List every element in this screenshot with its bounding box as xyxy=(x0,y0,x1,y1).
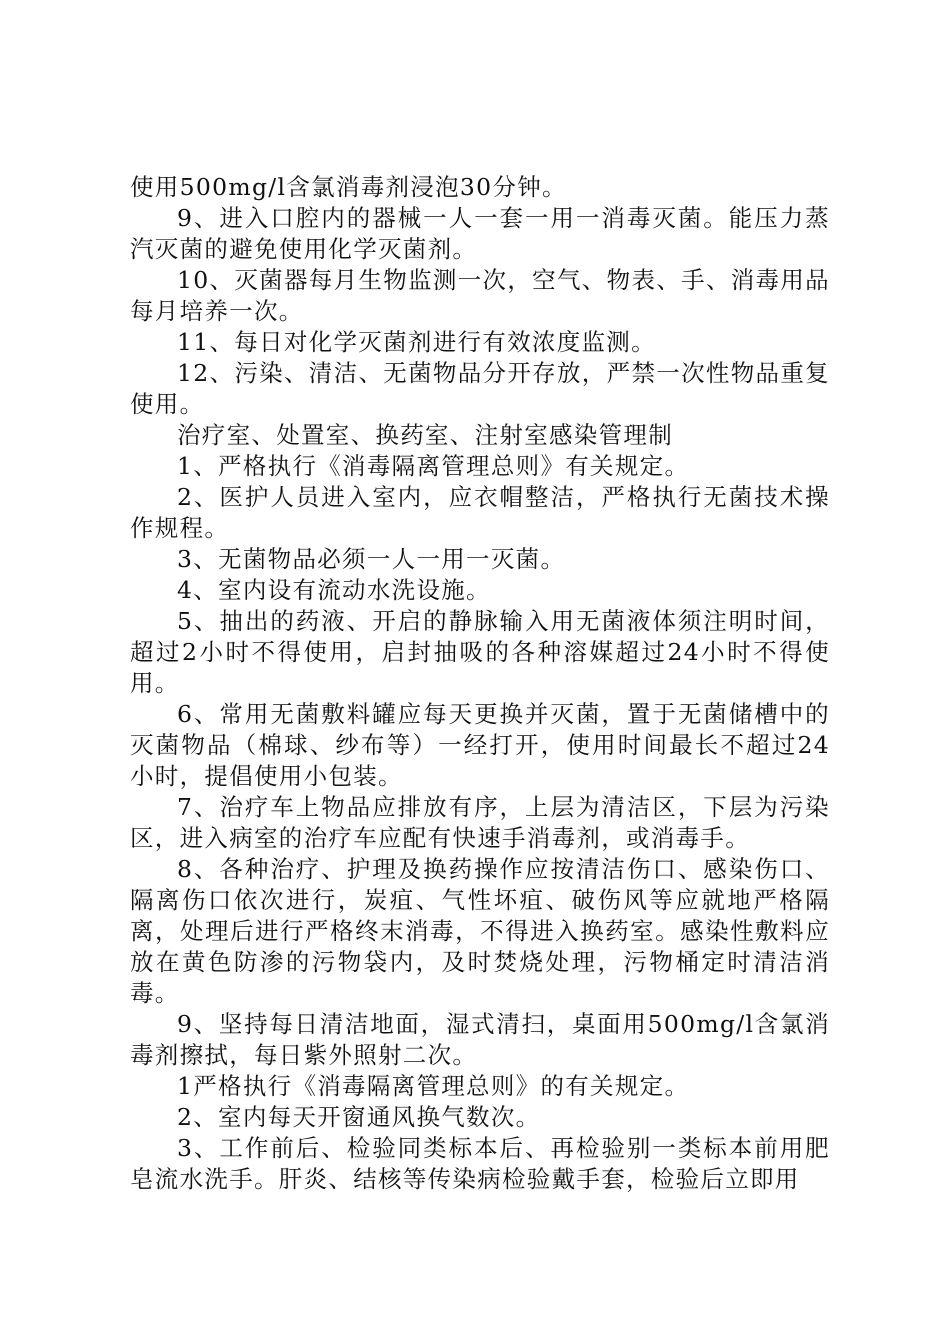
paragraph-14: 9、坚持每日清洁地面，湿式清扫，桌面用500mg/l含氯消毒剂擦拭，每日紫外照射二次。 xyxy=(130,1010,830,1069)
paragraph-1: 9、进入口腔内的器械一人一套一用一消毒灭菌。能压力蒸汽灭菌的避免使用化学灭菌剂。 xyxy=(130,204,830,263)
paragraph-17: 3、工作前后、检验同类标本后、再检验别一类标本前用肥皂流水洗手。肝炎、结核等传染病检验戴手套，检验后立即用 xyxy=(130,1134,830,1193)
paragraph-13: 8、各种治疗、护理及换药操作应按清洁伤口、感染伤口、隔离伤口依次进行，炭疽、气性坏疽、破伤风等应就地严格隔离，处理后进行严格终末消毒，不得进入换药室。感染性敷料应放在黄色防渗的污物袋内，及时焚烧处理，污物桶定时清洁消毒。 xyxy=(130,855,830,1007)
paragraph-9: 4、室内设有流动水洗设施。 xyxy=(177,576,491,604)
paragraph-6: 1、严格执行《消毒隔离管理总则》有关规定。 xyxy=(177,452,690,480)
paragraph-12: 7、治疗车上物品应排放有序，上层为清洁区，下层为污染区，进入病室的治疗车应配有快速手消毒剂，或消毒手。 xyxy=(130,793,830,852)
paragraph-16: 2、室内每天开窗通风换气数次。 xyxy=(177,1103,541,1131)
paragraph-11: 6、常用无菌敷料罐应每天更换并灭菌，置于无菌储槽中的灭菌物品（棉球、纱布等）一经打开，使用时间最长不超过24小时，提倡使用小包装。 xyxy=(130,700,830,790)
document-page xyxy=(130,172,830,1195)
paragraph-2: 10、灭菌器每月生物监测一次，空气、物表、手、消毒用品每月培养一次。 xyxy=(130,266,830,325)
paragraph-15: 1严格执行《消毒隔离管理总则》的有关规定。 xyxy=(177,1072,690,1100)
paragraph-8: 3、无菌物品必须一人一用一灭菌。 xyxy=(177,545,566,573)
paragraph-4: 12、污染、清洁、无菌物品分开存放，严禁一次性物品重复使用。 xyxy=(130,359,830,418)
paragraph-10: 5、抽出的药液、开启的静脉输入用无菌液体须注明时间，超过2小时不得使用，启封抽吸的各种溶媒超过24小时不得使用。 xyxy=(130,607,830,697)
paragraph-3: 11、每日对化学灭菌剂进行有效浓度监测。 xyxy=(177,328,656,356)
paragraph-7: 2、医护人员进入室内，应衣帽整洁，严格执行无菌技术操作规程。 xyxy=(130,483,830,542)
paragraph-0: 使用500mg/l含氯消毒剂浸泡30分钟。 xyxy=(130,173,567,201)
section-heading: 治疗室、处置室、换药室、注射室感染管理制 xyxy=(177,421,673,449)
